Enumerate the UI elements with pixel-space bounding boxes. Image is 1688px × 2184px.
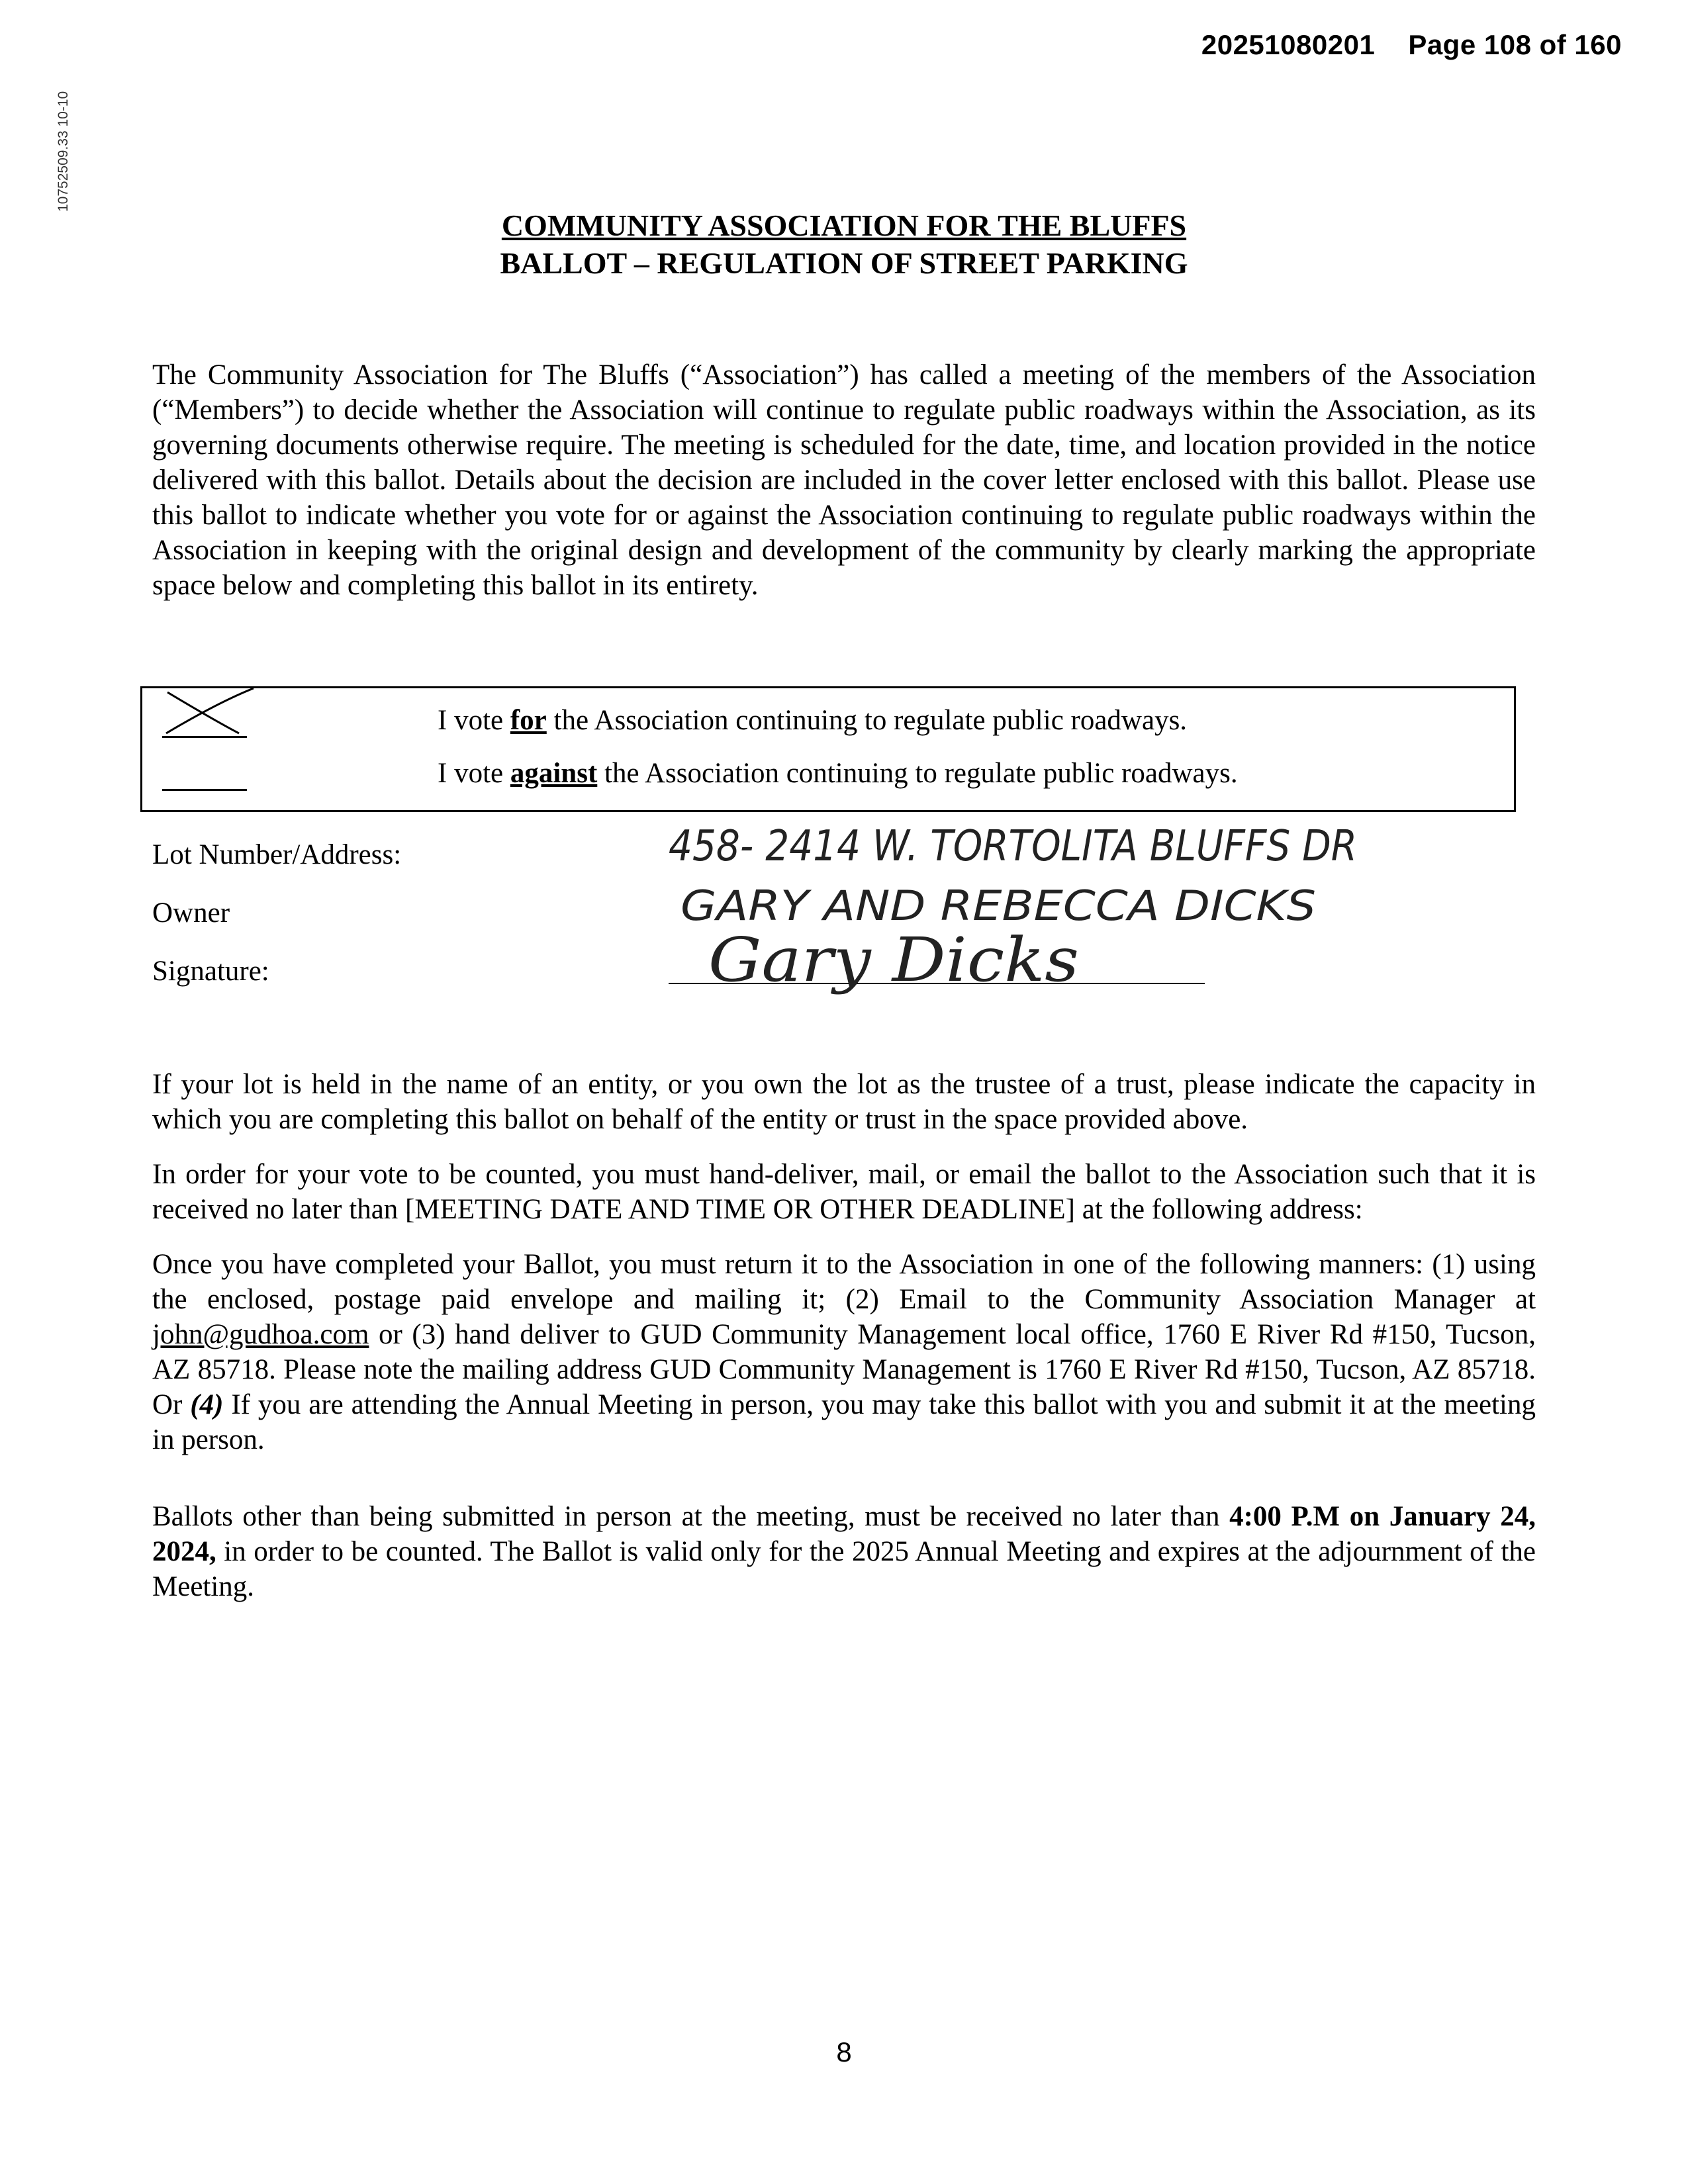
page-number: 8	[836, 2036, 852, 2068]
signature-handwriting[interactable]	[669, 925, 1364, 1005]
svg-text:Gary Dicks: Gary Dicks	[708, 925, 1079, 995]
vote-for-option[interactable]	[142, 703, 1514, 743]
owner-label: Owner	[152, 897, 230, 929]
intro-paragraph: The Community Association for The Bluffs (“Association”) has called a meeting of the members of the Association (“Members”) to decide whether the Association will continue to regulate public roadways within the Association, as its governing documents otherwise require. The meeting is scheduled for the date, time, and location provided in the notice delivered with this ballot. Details about the decision are included in the cover letter enclosed with this ballot. Please use this ballot to indicate whether you vote for or against the Association continuing to regulate public roadways within the Association in keeping with the original design and development of the community by clearly marking the appropriate space below and completing this ballot in its entirety.	[152, 359, 1536, 601]
final-paragraph: Ballots other than being submitted in person at the meeting, must be received no later than 4:00 P.M on January 24, 2024, in order to be counted. The Ballot is valid only for the 2025 Annual Meeting and expires at the adjournment of the Meeting.	[152, 1501, 1536, 1602]
vote-for-text: I vote for the Association continuing to regulate public roadways.	[438, 705, 1188, 736]
email-link[interactable]: john@gudhoa.com	[152, 1319, 369, 1350]
entity-paragraph: If your lot is held in the name of an entity, or you own the lot as the trustee of a trust, please indicate the capacity in which you are completing this ballot on behalf of the entity or trust in the space provided above.	[152, 1069, 1536, 1135]
lot-address-handwriting[interactable]	[669, 809, 1364, 872]
vote-options-box	[140, 686, 1516, 812]
vote-against-text: I vote against the Association continuing to regulate public roadways.	[438, 758, 1238, 789]
doc-number: 20251080201	[1201, 29, 1376, 60]
title-line-1: COMMUNITY ASSOCIATION FOR THE BLUFFS	[501, 208, 1187, 242]
title-line-2: BALLOT – REGULATION OF STREET PARKING	[500, 246, 1188, 280]
return-paragraph: Once you have completed your Ballot, you must return it to the Association in one of the following manners: (1) using the enclosed, postage paid envelope and mailing it; (2) Email to the Community Association Manager at john@gudhoa.com or (3) hand deliver to GUD Community Management local office, 1760 E River Rd #150, Tucson, AZ 85718. Please note the mailing address GUD Community Management is 1760 E River Rd #150, Tucson, AZ 85718. Or (4) If you are attending the Annual Meeting in person, you may take this ballot with you and submit it at the meeting in person.	[152, 1249, 1536, 1455]
owner-handwriting[interactable]	[669, 867, 1364, 931]
x-mark-icon	[161, 686, 260, 739]
vote-against-blank[interactable]	[162, 789, 247, 791]
svg-text:458- 2414 W. TORTOLITA BLUFFS: 458- 2414 W. TORTOLITA BLUFFS DR	[669, 822, 1357, 871]
page-title	[152, 206, 1536, 282]
document-stamp	[1201, 29, 1622, 61]
signature-label: Signature:	[152, 956, 269, 987]
page-label: Page 108 of 160	[1408, 29, 1622, 60]
deadline-paragraph: In order for your vote to be counted, you must hand-deliver, mail, or email the ballot to the Association such that it is received no later than [MEETING DATE AND TIME OR OTHER DEADLINE] at the following address:	[152, 1159, 1536, 1225]
side-identifier: 10752509.33 10-10	[56, 91, 71, 212]
svg-text:GARY AND REBECCA DICKS: GARY AND REBECCA DICKS	[680, 882, 1316, 930]
vote-against-option[interactable]	[142, 756, 1514, 796]
lot-address-label: Lot Number/Address:	[152, 839, 402, 870]
